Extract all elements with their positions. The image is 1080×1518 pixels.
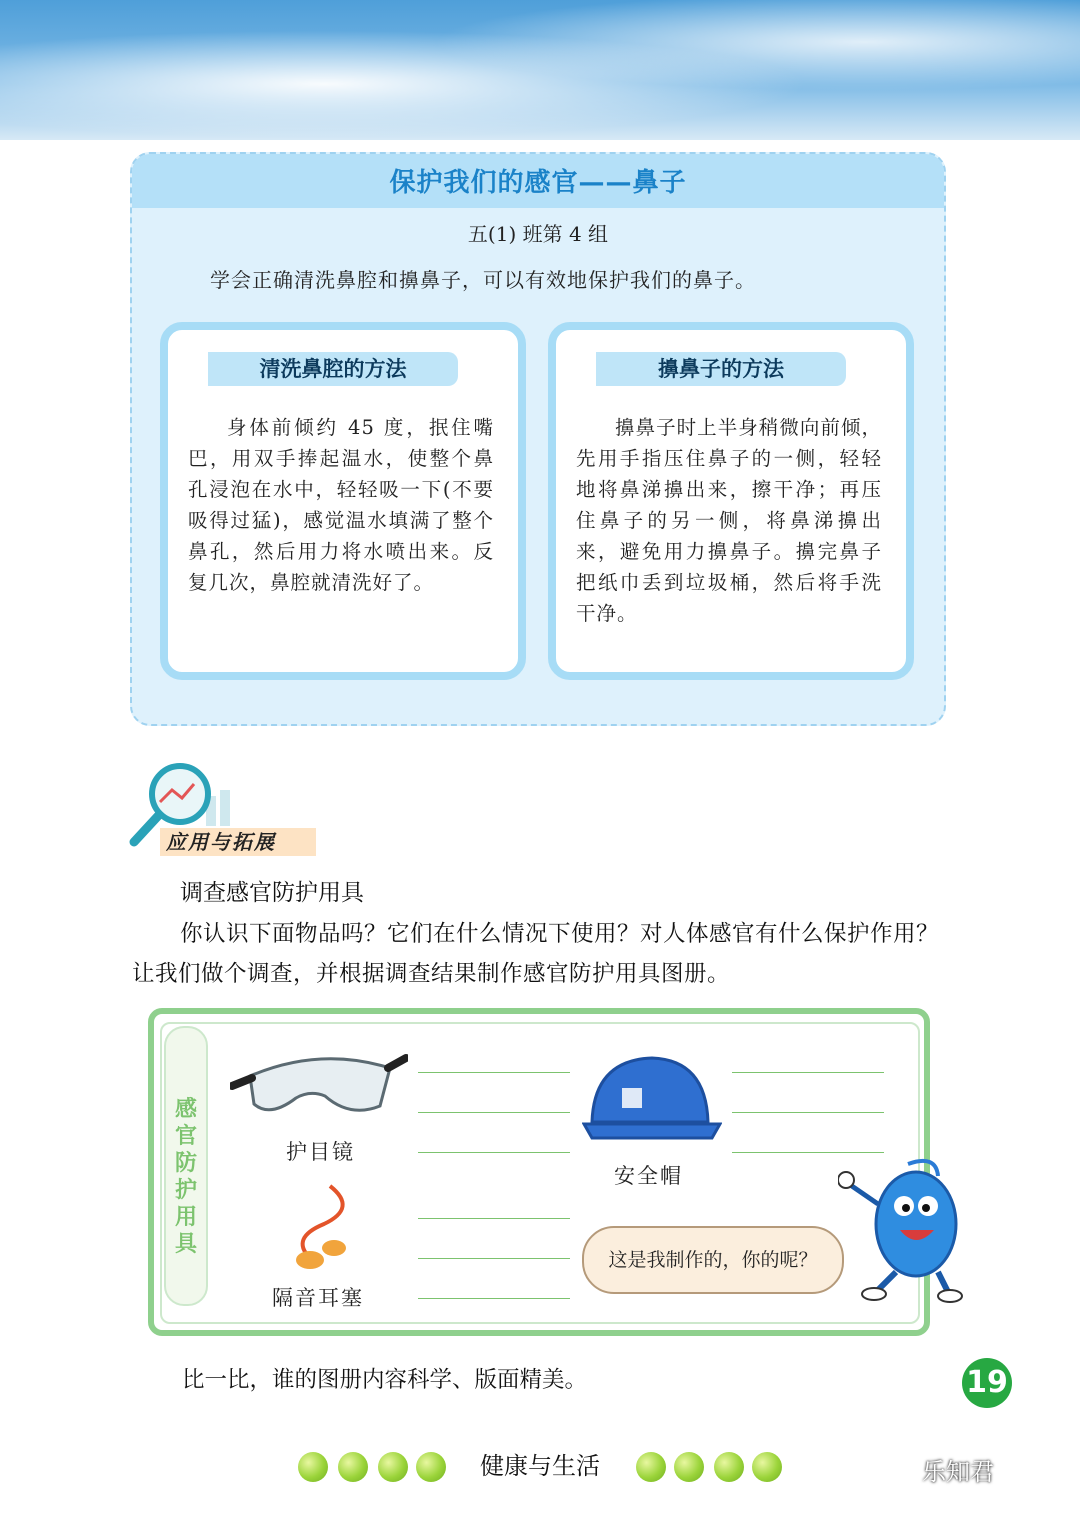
answer-line[interactable] <box>418 1218 570 1219</box>
goggles-label: 护目镜 <box>286 1140 355 1164</box>
answer-line[interactable] <box>418 1152 570 1153</box>
goggles-icon <box>230 1046 408 1126</box>
panel-body: 擤鼻子时上半身稍微向前倾，先用手指压住鼻子的一侧，轻轻地将鼻涕擤出来，擦干净；再压住鼻子的另一侧，将鼻涕擤出来，避免用力擤鼻子。擤完鼻子把纸巾丢到垃圾桶，然后将手洗干净。 <box>576 416 882 625</box>
mascot-icon <box>838 1154 978 1304</box>
activity-title: 调查感官防护用具 <box>180 880 364 906</box>
group-label: 五(1) 班第 4 组 <box>467 222 609 246</box>
apple-icon <box>674 1452 704 1482</box>
panel-heading: 清洗鼻腔的方法 <box>208 352 458 386</box>
answer-line[interactable] <box>732 1112 884 1113</box>
vertical-title: 感官防护用具 <box>174 1097 197 1257</box>
compare-instruction: 比一比，谁的图册内容科学、版面精美。 <box>182 1367 588 1393</box>
section-label: 应用与拓展 <box>160 828 316 856</box>
earplugs-label: 隔音耳塞 <box>272 1286 364 1310</box>
earplugs-icon <box>280 1178 360 1278</box>
answer-line[interactable] <box>732 1072 884 1073</box>
footer-title: 健康与生活 <box>480 1452 600 1480</box>
vertical-title-tab <box>164 1026 208 1306</box>
answer-line[interactable] <box>418 1298 570 1299</box>
answer-line[interactable] <box>418 1072 570 1073</box>
apple-icon <box>752 1452 782 1482</box>
watermark: 乐知君 <box>922 1458 994 1486</box>
panel-heading: 擤鼻子的方法 <box>596 352 846 386</box>
apple-icon <box>714 1452 744 1482</box>
answer-line[interactable] <box>418 1258 570 1259</box>
apple-icon <box>636 1452 666 1482</box>
answer-line[interactable] <box>732 1152 884 1153</box>
page-number: 19 <box>962 1358 1012 1408</box>
helmet-icon <box>582 1052 722 1152</box>
panel-nasal-wash <box>160 322 526 680</box>
panel-body: 身体前倾约 45 度，抿住嘴巴，用双手捧起温水，使整个鼻孔浸泡在水中，轻轻吸一下(不要吸得过猛)，感觉温水填满了整个鼻孔，然后用力将水喷出来。反复几次，鼻腔就清洗好了。 <box>188 416 494 594</box>
nose-care-card <box>130 152 946 726</box>
activity-paragraph: 你认识下面物品吗？它们在什么情况下使用？对人体感官有什么保护作用？让我们做个调查，并根据调查结果制作感官防护用具图册。 <box>132 921 940 987</box>
helmet-label: 安全帽 <box>614 1164 683 1188</box>
card-intro: 学会正确清洗鼻腔和擤鼻子，可以有效地保护我们的鼻子。 <box>210 268 756 292</box>
speech-bubble: 这是我制作的，你的呢？ <box>582 1226 844 1294</box>
panel-blow-nose <box>548 322 914 680</box>
sky-banner <box>0 0 1080 140</box>
answer-line[interactable] <box>418 1112 570 1113</box>
card-title: 保护我们的感官——鼻子 <box>389 168 687 198</box>
